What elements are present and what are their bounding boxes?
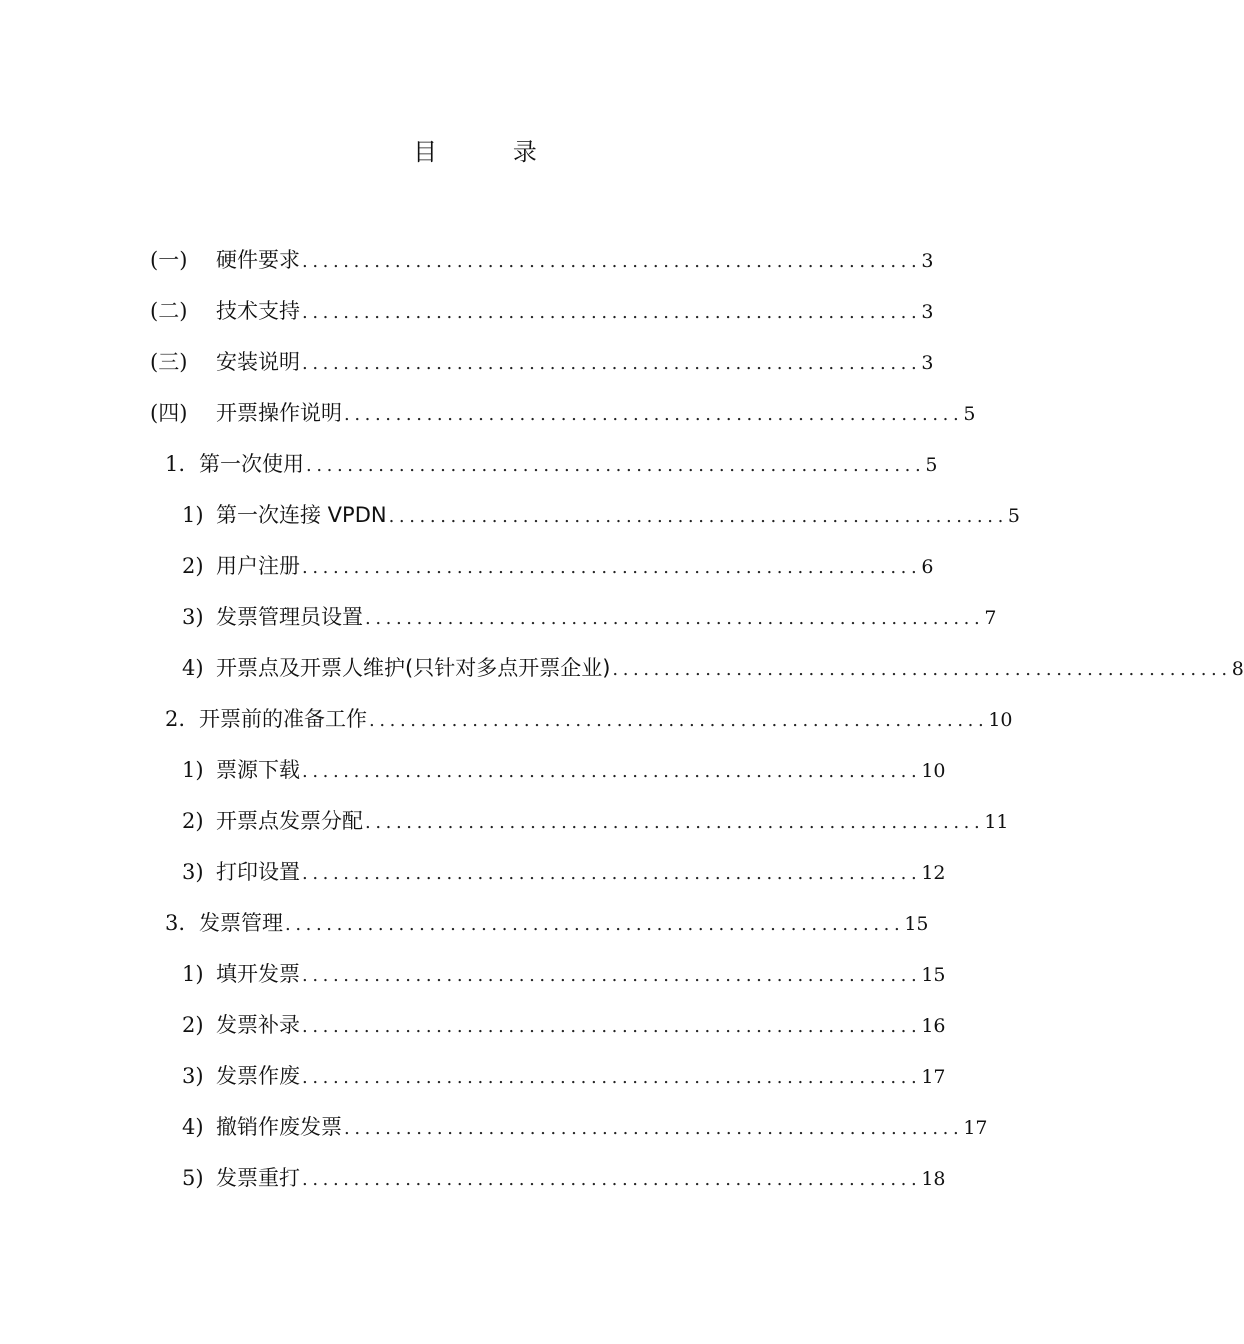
toc-entry-page: 3 <box>921 352 934 374</box>
dot-leader: ............................................................ <box>344 1118 964 1139</box>
toc-entry-label: 发票管理员设置 <box>216 605 363 629</box>
dot-leader: ............................................................ <box>365 812 985 833</box>
toc-title-char: 录 <box>512 138 537 166</box>
toc-entry-number: 1) <box>182 503 204 527</box>
toc-entry-number: 1) <box>182 758 204 782</box>
toc-entry-number: 2) <box>182 809 204 833</box>
toc-entry-page: 5 <box>925 454 938 476</box>
toc-entry-number: 1) <box>182 962 204 986</box>
dot-leader: ............................................................ <box>302 761 922 782</box>
toc-entry-number: 5) <box>182 1166 204 1190</box>
toc-entry-number: 2) <box>182 554 204 578</box>
toc-entry-page: 12 <box>921 862 946 884</box>
toc-entry[interactable] <box>182 852 946 892</box>
toc-entry[interactable] <box>182 801 1009 841</box>
toc-entry[interactable] <box>182 1056 946 1096</box>
dot-leader: ............................................................ <box>612 659 1232 680</box>
toc-entry-label: 发票重打 <box>216 1166 300 1190</box>
toc-entry-number: (一) <box>150 248 188 272</box>
toc-entry-label: 安装说明 <box>216 350 300 374</box>
toc-entry-number: 2. <box>165 707 186 731</box>
toc-entry-number: (三) <box>150 350 188 374</box>
toc-entry-label: 撤销作废发票 <box>216 1115 342 1139</box>
toc-entry[interactable] <box>165 699 1013 739</box>
toc-entry-number: (四) <box>150 401 188 425</box>
toc-entry-page: 6 <box>921 556 934 578</box>
toc-entry-label: 开票操作说明 <box>216 401 342 425</box>
toc-entry-page: 17 <box>921 1066 946 1088</box>
toc-title-char: 目 <box>413 138 438 166</box>
toc-entry-label: 硬件要求 <box>216 248 300 272</box>
toc-entry[interactable] <box>182 750 946 790</box>
toc-entry-page: 3 <box>921 250 934 272</box>
dot-leader: ............................................................ <box>302 302 922 323</box>
toc-entry-page: 15 <box>904 913 929 935</box>
toc-entry[interactable] <box>182 597 997 637</box>
toc-entry[interactable] <box>150 342 934 382</box>
dot-leader: ............................................................ <box>388 506 1008 527</box>
dot-leader: ............................................................ <box>302 251 922 272</box>
toc-entry-page: 5 <box>963 403 976 425</box>
toc-entry[interactable] <box>182 546 934 586</box>
toc-entry[interactable] <box>182 1158 946 1198</box>
dot-leader: ............................................................ <box>302 965 922 986</box>
toc-entry-page: 10 <box>988 709 1013 731</box>
toc-entry[interactable] <box>182 1005 946 1045</box>
dot-leader: ............................................................ <box>306 455 926 476</box>
toc-entry-page: 18 <box>921 1168 946 1190</box>
toc-entry-number: 3) <box>182 605 204 629</box>
toc-entry[interactable] <box>182 495 1020 535</box>
toc-entry-page: 3 <box>921 301 934 323</box>
dot-leader: ............................................................ <box>285 914 905 935</box>
toc-entry[interactable] <box>150 240 934 280</box>
toc-entry[interactable] <box>182 954 946 994</box>
toc-entry-number: 2) <box>182 1013 204 1037</box>
dot-leader: ............................................................ <box>302 1169 922 1190</box>
toc-entry-page: 8 <box>1231 658 1244 680</box>
toc-entry-number: 3) <box>182 1064 204 1088</box>
toc-entry-label: 开票点发票分配 <box>216 809 363 833</box>
toc-entry-page: 16 <box>921 1015 946 1037</box>
toc-entry-number: 4) <box>182 656 204 680</box>
toc-entry[interactable] <box>182 1107 988 1147</box>
dot-leader: ............................................................ <box>344 404 964 425</box>
toc-entry-label: 票源下载 <box>216 758 300 782</box>
toc-entry[interactable] <box>165 444 938 484</box>
toc-entry-page: 17 <box>963 1117 988 1139</box>
toc-entry-label: 发票补录 <box>216 1013 300 1037</box>
dot-leader: ............................................................ <box>302 863 922 884</box>
toc-title <box>0 132 950 167</box>
dot-leader: ............................................................ <box>365 608 985 629</box>
toc-entry[interactable] <box>182 648 1244 688</box>
toc-entry[interactable] <box>165 903 929 943</box>
toc-entry-label: 第一次连接 VPDN <box>216 503 387 527</box>
dot-leader: ............................................................ <box>302 557 922 578</box>
toc-entry-page: 7 <box>984 607 997 629</box>
dot-leader: ............................................................ <box>302 1016 922 1037</box>
toc-entry[interactable] <box>150 393 976 433</box>
toc-entry-page: 11 <box>984 811 1009 833</box>
toc-entry-number: (二) <box>150 299 188 323</box>
toc-entry-number: 3) <box>182 860 204 884</box>
toc-entry-label: 开票点及开票人维护(只针对多点开票企业) <box>216 656 611 680</box>
toc-entry-page: 5 <box>1007 505 1020 527</box>
toc-entry-label: 发票管理 <box>199 911 283 935</box>
toc-entry-number: 3. <box>165 911 186 935</box>
toc-entry-page: 10 <box>921 760 946 782</box>
toc-entry-label: 打印设置 <box>216 860 300 884</box>
toc-entry-label: 用户注册 <box>216 554 300 578</box>
dot-leader: ............................................................ <box>302 353 922 374</box>
dot-leader: ............................................................ <box>302 1067 922 1088</box>
dot-leader: ............................................................ <box>369 710 989 731</box>
toc-entry-label: 发票作废 <box>216 1064 300 1088</box>
toc-entry-label: 填开发票 <box>216 962 300 986</box>
toc-entry[interactable] <box>150 291 934 331</box>
toc-entry-label: 开票前的准备工作 <box>199 707 367 731</box>
toc-entry-number: 1. <box>165 452 186 476</box>
toc-entry-number: 4) <box>182 1115 204 1139</box>
toc-entry-label: 技术支持 <box>216 299 300 323</box>
toc-entry-label: 第一次使用 <box>199 452 304 476</box>
toc-entry-page: 15 <box>921 964 946 986</box>
